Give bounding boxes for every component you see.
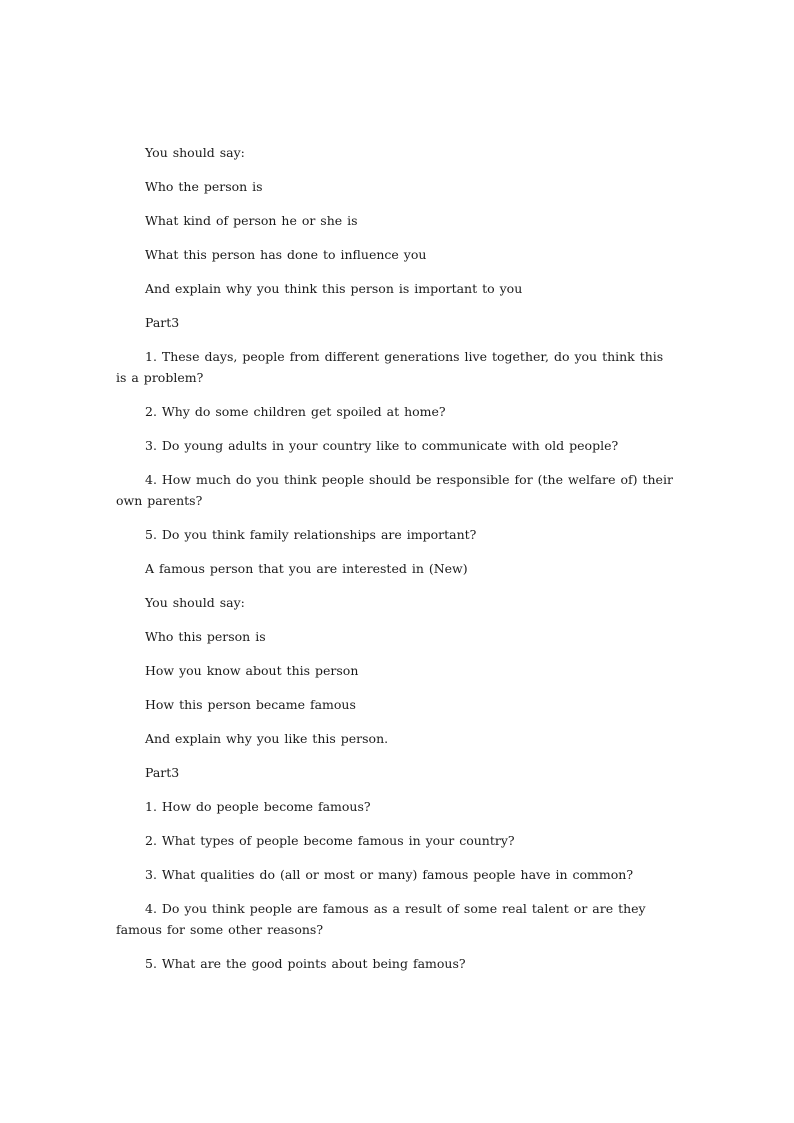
question-responsibility-parents: 4. How much do you think people should be responsible for (the welfare of) their own parents?	[116, 472, 673, 508]
paragraph-explain-why-like: And explain why you like this person.	[145, 731, 389, 746]
question-family-relationships: 5. Do you think family relationships are important?	[145, 527, 477, 542]
document-body	[116, 142, 676, 974]
question-qualities-famous: 3. What qualities do (all or most or many) famous people have in common?	[145, 867, 634, 882]
paragraph-you-should-say-2: You should say:	[145, 595, 245, 610]
question-young-adults: 3. Do young adults in your country like to communicate with old people?	[145, 438, 619, 453]
paragraph-explain-importance: And explain why you think this person is important to you	[145, 281, 523, 296]
paragraph-how-became-famous: How this person became famous	[145, 697, 356, 712]
question-good-points-famous: 5. What are the good points about being famous?	[145, 956, 466, 971]
paragraph-who-this-person-is: Who this person is	[145, 629, 266, 644]
paragraph-what-this-person-has-done: What this person has done to influence you	[145, 247, 427, 262]
question-types-famous: 2. What types of people become famous in your country?	[145, 833, 515, 848]
question-spoiled-children: 2. Why do some children get spoiled at home?	[145, 404, 446, 419]
question-real-talent: 4. Do you think people are famous as a result of some real talent or are they famous for some other reasons?	[116, 901, 646, 937]
section-heading-part3: Part3	[145, 315, 180, 330]
paragraph-how-you-know: How you know about this person	[145, 663, 359, 678]
section-heading-part3-2: Part3	[145, 765, 180, 780]
topic-famous-person: A famous person that you are interested in (New)	[145, 561, 468, 576]
paragraph-you-should-say: You should say:	[145, 145, 245, 160]
question-become-famous: 1. How do people become famous?	[145, 799, 371, 814]
paragraph-what-kind-of-person: What kind of person he or she is	[145, 213, 358, 228]
question-generations: 1. These days, people from different generations live together, do you think this is a problem?	[116, 349, 664, 385]
paragraph-who-the-person-is: Who the person is	[145, 179, 263, 194]
